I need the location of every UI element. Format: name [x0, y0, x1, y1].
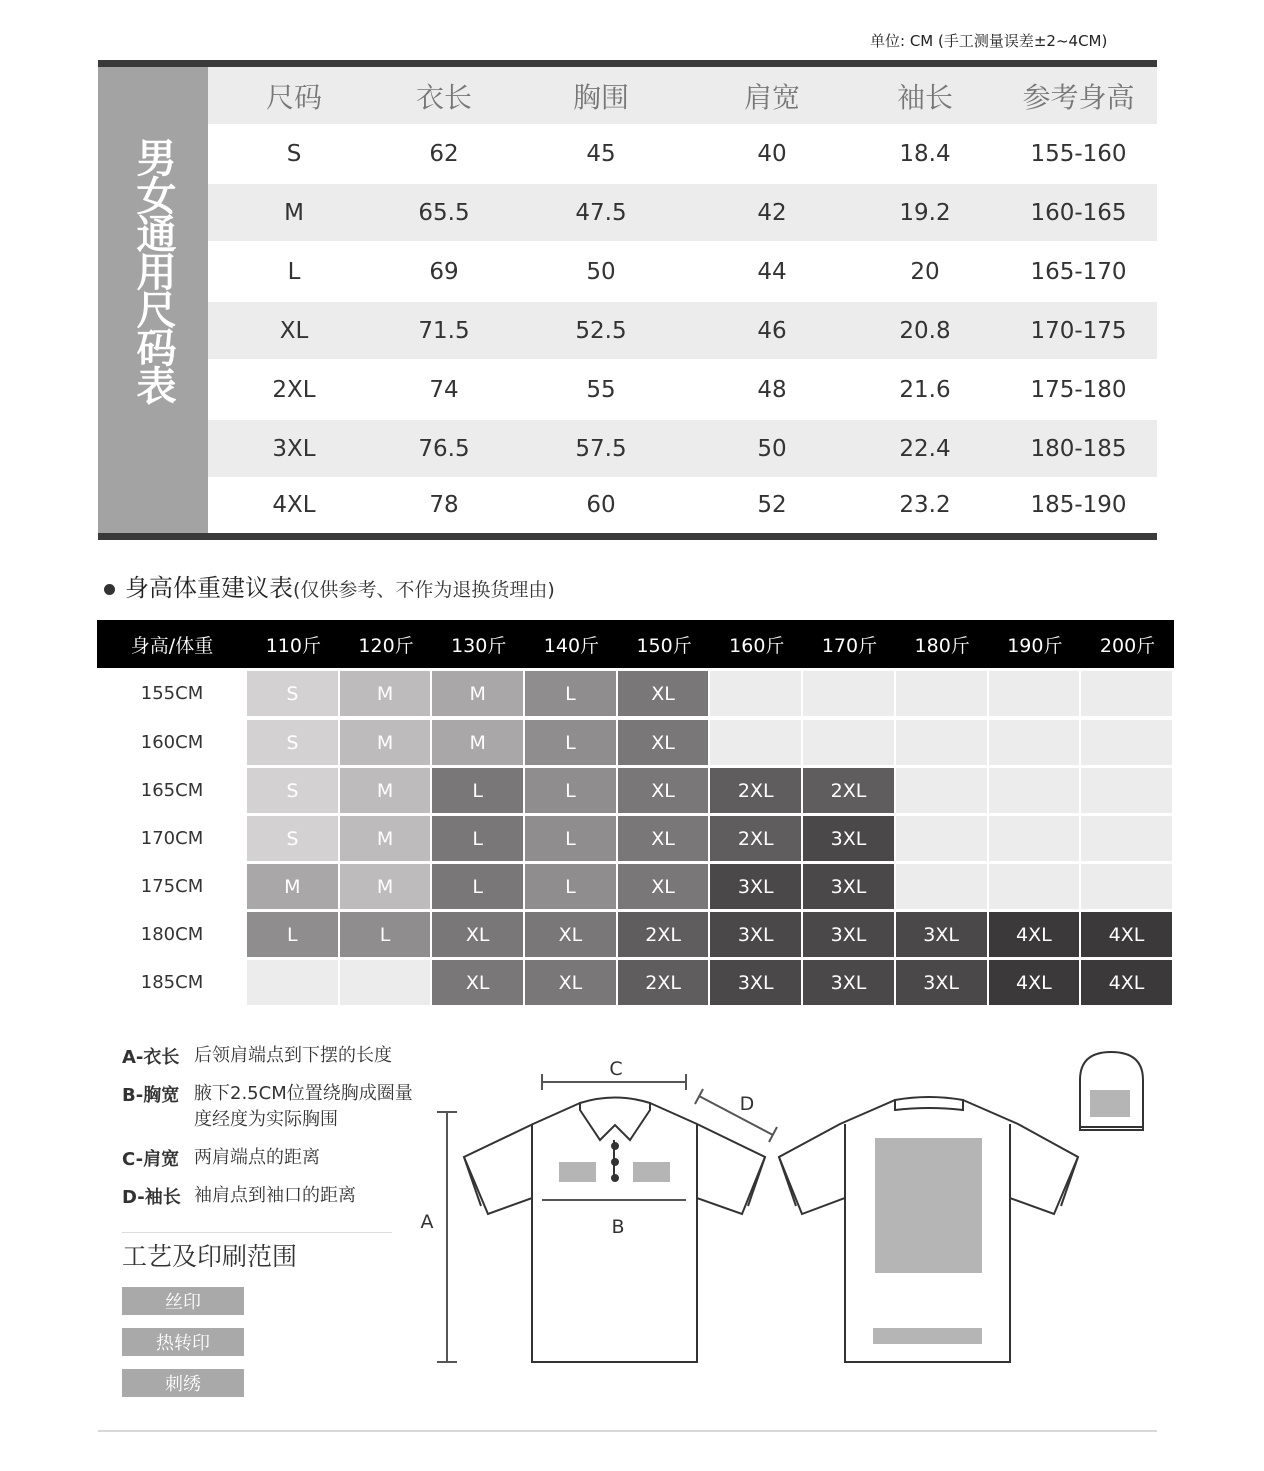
craft-screen-print: 丝印 — [122, 1287, 244, 1315]
size-cell: 44 — [757, 258, 787, 285]
weight-cell: 2XL — [618, 912, 709, 957]
weight-cell: S — [247, 671, 338, 716]
legend-desc: 两肩端点的距离 — [194, 1147, 320, 1168]
weight-cell: S — [247, 768, 338, 813]
weight-row-height: 155CM — [140, 683, 204, 704]
size-cell: 55 — [586, 376, 616, 403]
weight-cell: M — [432, 671, 523, 716]
weight-row-height: 175CM — [140, 876, 204, 897]
weight-cell — [989, 671, 1080, 716]
weight-cell — [896, 864, 987, 909]
weight-cell: 3XL — [896, 912, 987, 957]
weight-cell: M — [340, 720, 431, 765]
weight-cell: 2XL — [710, 768, 801, 813]
header-chest: 胸围 — [572, 80, 629, 114]
craft-embroidery: 刺绣 — [122, 1369, 244, 1397]
size-cell: 78 — [429, 492, 459, 518]
legend-key: A-衣长 — [122, 1047, 180, 1068]
weight-cell: XL — [525, 960, 616, 1005]
weight-cell — [896, 816, 987, 861]
size-cell: 21.6 — [899, 376, 951, 403]
weight-cell — [1081, 671, 1172, 716]
weight-header-cell: 130斤 — [451, 634, 507, 657]
weight-cell: L — [525, 720, 616, 765]
legend-desc: 后领肩端点到下摆的长度 — [194, 1045, 392, 1066]
weight-cell: M — [340, 864, 431, 909]
weight-cell: L — [525, 671, 616, 716]
size-cell: 74 — [429, 376, 459, 403]
size-row — [208, 359, 1157, 420]
weight-cell — [340, 960, 431, 1005]
back-collar — [895, 1097, 963, 1110]
weight-cell: M — [432, 720, 523, 765]
weight-cell: M — [340, 816, 431, 861]
size-cell: 42 — [757, 199, 787, 226]
size-cell: 20.8 — [899, 317, 951, 344]
back-hem-print-area — [873, 1328, 982, 1344]
weight-cell: 3XL — [803, 816, 894, 861]
size-cell: 52 — [757, 492, 787, 518]
size-chart-side-label: 男女通用尺码表 — [98, 67, 208, 533]
weight-cell: M — [247, 864, 338, 909]
size-chart-header — [208, 67, 1157, 124]
size-cell: 57.5 — [575, 435, 627, 462]
size-cell: 71.5 — [418, 317, 470, 344]
weight-cell: XL — [618, 768, 709, 813]
weight-table-title: 身高体重建议表(仅供参考、不作为退换货理由) — [104, 568, 555, 603]
size-row — [208, 302, 1157, 359]
header-height: 参考身高 — [1022, 80, 1135, 114]
bullet-icon — [104, 584, 115, 595]
size-cell: 4XL — [272, 492, 316, 518]
weight-cell — [1081, 768, 1172, 813]
label-d: D — [739, 1093, 755, 1115]
weight-cell: 4XL — [1081, 912, 1172, 957]
weight-cell: L — [340, 912, 431, 957]
weight-header-cell: 140斤 — [543, 634, 600, 657]
weight-cell: M — [340, 671, 431, 716]
weight-row — [97, 864, 1174, 909]
weight-row-height: 185CM — [140, 972, 204, 993]
weight-row — [97, 720, 1174, 765]
weight-cell: 2XL — [618, 960, 709, 1005]
size-cell: 22.4 — [899, 435, 951, 462]
weight-cell — [989, 816, 1080, 861]
weight-table-header — [97, 620, 1174, 668]
size-cell: 19.2 — [899, 199, 951, 226]
legend-key: C-肩宽 — [122, 1149, 180, 1170]
weight-cell: 2XL — [803, 768, 894, 813]
legend-desc: 袖肩点到袖口的距离 — [194, 1185, 356, 1206]
legend-key: B-胸宽 — [122, 1085, 180, 1106]
size-row — [208, 477, 1157, 533]
weight-cell: L — [432, 816, 523, 861]
weight-cell — [1081, 816, 1172, 861]
front-collar — [580, 1098, 650, 1141]
divider — [122, 1232, 392, 1233]
size-cell: 48 — [757, 376, 787, 403]
weight-cell: 4XL — [1081, 960, 1172, 1005]
label-a: A — [420, 1211, 434, 1233]
size-cell: 62 — [429, 141, 459, 167]
size-cell: M — [284, 199, 304, 226]
weight-header-cell: 180斤 — [914, 634, 970, 657]
legend-item — [122, 1081, 422, 1133]
weight-cell: L — [432, 864, 523, 909]
front-shirt-body — [464, 1103, 765, 1362]
weight-row-height: 180CM — [140, 924, 204, 945]
weight-cell: 4XL — [989, 960, 1080, 1005]
weight-cell: XL — [432, 912, 523, 957]
size-cell: 52.5 — [575, 317, 627, 344]
cap-print-area — [1090, 1090, 1130, 1117]
weight-cell: XL — [618, 864, 709, 909]
weight-cell: L — [525, 768, 616, 813]
weight-row — [97, 768, 1174, 813]
back-print-area — [875, 1138, 982, 1273]
size-cell: 165-170 — [1030, 258, 1127, 285]
craft-title: 工艺及印刷范围 — [122, 1242, 298, 1271]
weight-cell: XL — [432, 960, 523, 1005]
weight-cell: 3XL — [803, 864, 894, 909]
weight-cell — [896, 768, 987, 813]
header-sleeve: 袖长 — [896, 80, 953, 114]
size-cell: 50 — [586, 258, 616, 285]
weight-cell: 3XL — [803, 912, 894, 957]
weight-row — [97, 912, 1174, 957]
weight-cell: XL — [525, 912, 616, 957]
size-cell: 2XL — [272, 376, 316, 403]
weight-cell: 4XL — [989, 912, 1080, 957]
weight-row-height: 160CM — [140, 732, 204, 753]
weight-cell: XL — [618, 671, 709, 716]
front-print-area-left — [559, 1162, 596, 1182]
size-cell: 40 — [757, 141, 787, 167]
size-cell: 76.5 — [418, 435, 470, 462]
label-c: C — [609, 1058, 623, 1080]
weight-cell: 3XL — [710, 912, 801, 957]
size-cell: L — [287, 258, 301, 285]
size-cell: 175-180 — [1030, 376, 1127, 403]
front-print-area-right — [633, 1162, 670, 1182]
size-cell: 69 — [429, 258, 459, 285]
bottom-divider — [98, 1430, 1157, 1432]
weight-cell — [803, 720, 894, 765]
weight-cell — [989, 720, 1080, 765]
size-cell: 45 — [586, 141, 616, 167]
weight-header-cell: 200斤 — [1099, 634, 1156, 657]
weight-cell — [1081, 864, 1172, 909]
weight-cell: L — [247, 912, 338, 957]
legend-item — [122, 1043, 422, 1069]
weight-cell: 3XL — [710, 960, 801, 1005]
size-cell: 60 — [586, 492, 616, 518]
weight-table-corner: 身高/体重 — [130, 634, 214, 657]
weight-header-cell: 190斤 — [1007, 634, 1063, 657]
size-chart-table — [98, 60, 1157, 540]
weight-cell: L — [525, 816, 616, 861]
weight-cell — [710, 720, 801, 765]
size-cell: 50 — [757, 435, 787, 462]
label-b: B — [611, 1216, 625, 1238]
weight-cell — [247, 960, 338, 1005]
size-cell: 3XL — [272, 435, 316, 462]
weight-row — [97, 960, 1174, 1005]
size-cell: 20 — [910, 258, 940, 285]
weight-cell — [896, 720, 987, 765]
weight-header-cell: 120斤 — [358, 634, 414, 657]
weight-row-height: 165CM — [140, 780, 204, 801]
size-cell: 65.5 — [418, 199, 470, 226]
header-size: 尺码 — [265, 80, 322, 114]
unit-note: 单位: CM (手工测量误差±2~4CM) — [870, 32, 1108, 50]
weight-cell: S — [247, 720, 338, 765]
legend-item — [122, 1145, 422, 1171]
size-cell: 18.4 — [899, 141, 951, 167]
size-row — [208, 124, 1157, 184]
size-cell: 155-160 — [1030, 141, 1127, 167]
legend-key: D-袖长 — [122, 1187, 181, 1208]
weight-cell: M — [340, 768, 431, 813]
weight-cell — [896, 671, 987, 716]
weight-header-cell: 150斤 — [636, 634, 692, 657]
weight-cell — [989, 864, 1080, 909]
size-row — [208, 241, 1157, 302]
size-cell: 46 — [757, 317, 787, 344]
size-cell: 23.2 — [899, 492, 951, 518]
weight-cell — [803, 671, 894, 716]
cap-outline — [1080, 1052, 1143, 1130]
legend-item — [122, 1183, 422, 1209]
size-row — [208, 420, 1157, 477]
legend-desc: 腋下2.5CM位置绕胸成圈量度经度为实际胸围 — [194, 1083, 413, 1130]
size-cell: XL — [279, 317, 309, 344]
back-shirt-body — [779, 1100, 1078, 1362]
weight-row-height: 170CM — [140, 828, 204, 849]
weight-cell: XL — [618, 720, 709, 765]
measurement-legend — [122, 1043, 422, 1221]
weight-cell — [1081, 720, 1172, 765]
weight-cell — [710, 671, 801, 716]
size-chart-grid — [208, 67, 1157, 533]
weight-cell: XL — [618, 816, 709, 861]
weight-cell: 3XL — [896, 960, 987, 1005]
size-cell: 185-190 — [1030, 492, 1127, 518]
weight-header-cell: 170斤 — [821, 634, 878, 657]
weight-cell: S — [247, 816, 338, 861]
size-row — [208, 184, 1157, 241]
size-cell: 47.5 — [575, 199, 627, 226]
weight-header-cell: 110斤 — [265, 634, 321, 657]
measure-d-line — [699, 1096, 773, 1135]
size-cell: S — [286, 141, 302, 167]
weight-cell: L — [525, 864, 616, 909]
weight-cell — [989, 768, 1080, 813]
weight-cell: 3XL — [803, 960, 894, 1005]
weight-cell: L — [432, 768, 523, 813]
weight-cell: 3XL — [710, 864, 801, 909]
size-cell: 170-175 — [1030, 317, 1127, 344]
weight-header-cell: 160斤 — [729, 634, 785, 657]
craft-heat-transfer: 热转印 — [122, 1328, 244, 1356]
weight-row — [97, 816, 1174, 861]
header-shoulder: 肩宽 — [743, 80, 800, 114]
size-cell: 180-185 — [1030, 435, 1127, 462]
weight-row — [97, 671, 1174, 716]
size-cell: 160-165 — [1030, 199, 1127, 226]
header-length: 衣长 — [415, 80, 472, 114]
weight-cell: 2XL — [710, 816, 801, 861]
